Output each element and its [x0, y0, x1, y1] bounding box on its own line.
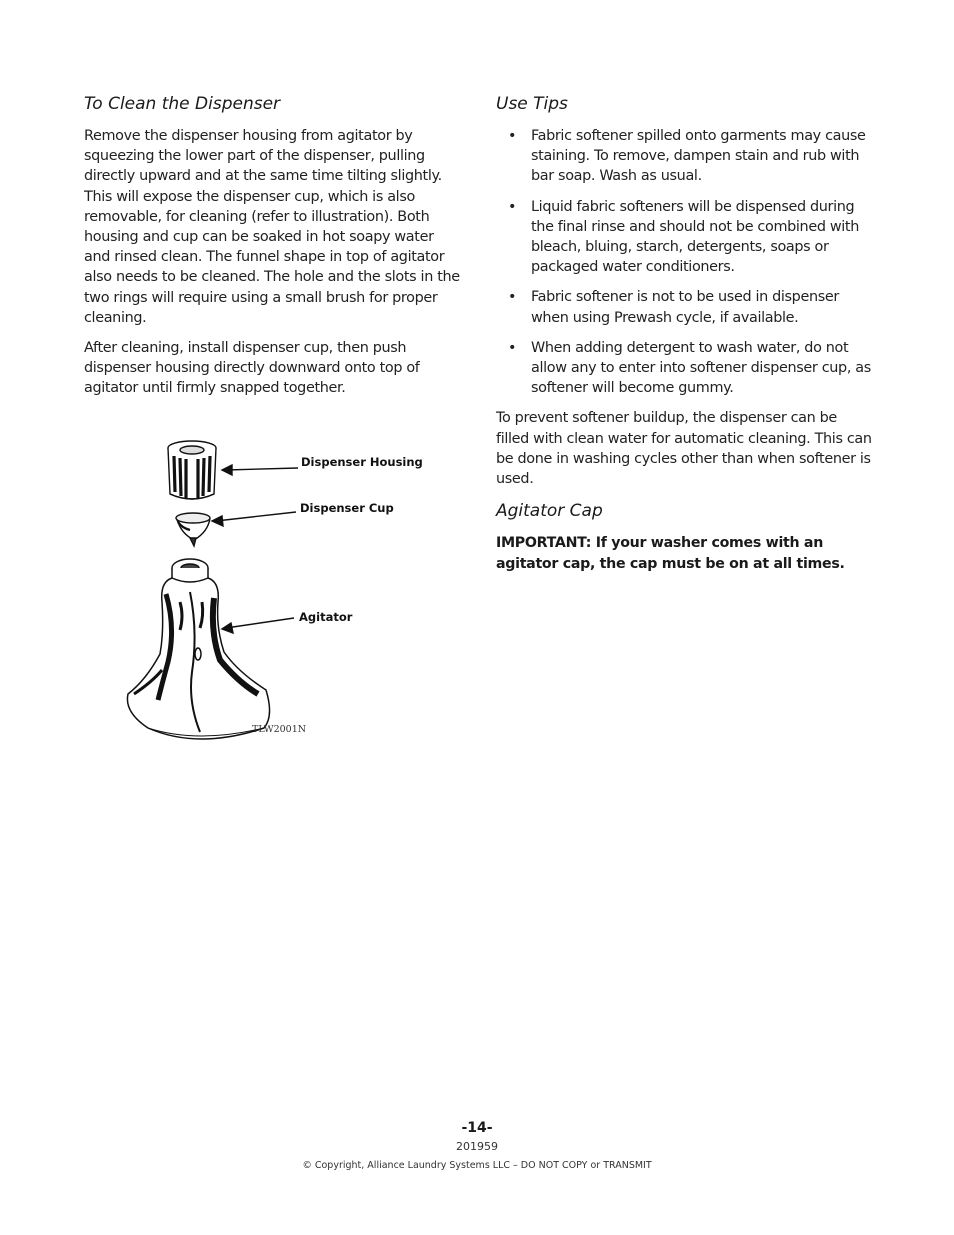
bullet: •	[508, 289, 517, 306]
clean-dispenser-paragraph-1: Remove the dispenser housing from agitator by squeezing the lower part of the dispenser, pulling directly upward and at the same time tilting slightly. This will expose the dispenser cup, which is also removable, for cleaning (refer to illustration). Both housing and cup can be soaked in hot soapy water and rinsed clean. The funnel shape in top of agitator also needs to be cleaned. The hole and the slots in the two rings will require using a small brush for proper cleaning.	[84, 128, 460, 326]
bullet: •	[508, 339, 517, 356]
list-item	[496, 197, 872, 278]
list-item	[496, 287, 872, 327]
softener-buildup-paragraph: To prevent softener buildup, the dispenser can be filled with clean water for automatic cleaning. This can be done in washing cycles other than when softener is used.	[496, 410, 872, 488]
tip-text: Liquid fabric softeners will be dispensed during the final rinse and should not be combined with bleach, bluing, starch, detergents, soaps or packaged water conditioners.	[531, 198, 859, 276]
bullet: •	[508, 128, 517, 144]
dispenser-housing-label: Dispenser Housing	[301, 455, 423, 469]
bullet: •	[508, 198, 517, 215]
dispenser-illustration-drawing	[118, 432, 438, 752]
clean-dispenser-heading: To Clean the Dispenser	[84, 94, 281, 114]
copyright-notice: © Copyright, Alliance Laundry Systems LLC – DO NOT COPY or TRANSMIT	[302, 1160, 652, 1171]
tip-text: Fabric softener is not to be used in dispenser when using Prewash cycle, if available.	[531, 289, 839, 326]
figure-code: TLW2001N	[252, 724, 307, 735]
agitator-cap-heading: Agitator Cap	[496, 501, 603, 522]
list-item	[496, 126, 872, 187]
agitator-label: Agitator	[299, 610, 353, 624]
callout-arrows	[212, 465, 298, 633]
use-tips-list	[496, 126, 872, 398]
document-number: 201959	[456, 1140, 498, 1153]
dispenser-illustration	[118, 432, 438, 752]
important-note: IMPORTANT: If your washer comes with an agitator cap, the cap must be on at all times.	[496, 535, 845, 573]
agitator-drawing	[127, 559, 269, 739]
left-column	[84, 92, 462, 409]
clean-dispenser-paragraph-2: After cleaning, install dispenser cup, then push dispenser housing directly downward onto top of agitator until firmly snapped together.	[84, 340, 420, 397]
use-tips-heading: Use Tips	[496, 94, 568, 114]
tip-text: Fabric softener spilled onto garments may cause staining. To remove, dampen stain and rub with bar soap. Wash as usual.	[531, 128, 866, 185]
dispenser-cup-drawing	[176, 513, 210, 546]
tip-text: When adding detergent to wash water, do not allow any to enter into softener dispenser cup, as softener will become gummy.	[531, 339, 871, 397]
list-item	[496, 338, 872, 399]
page-number: -14-	[461, 1120, 493, 1136]
dispenser-cup-label: Dispenser Cup	[300, 501, 394, 515]
right-column	[496, 92, 872, 575]
dispenser-housing-drawing	[168, 441, 216, 499]
